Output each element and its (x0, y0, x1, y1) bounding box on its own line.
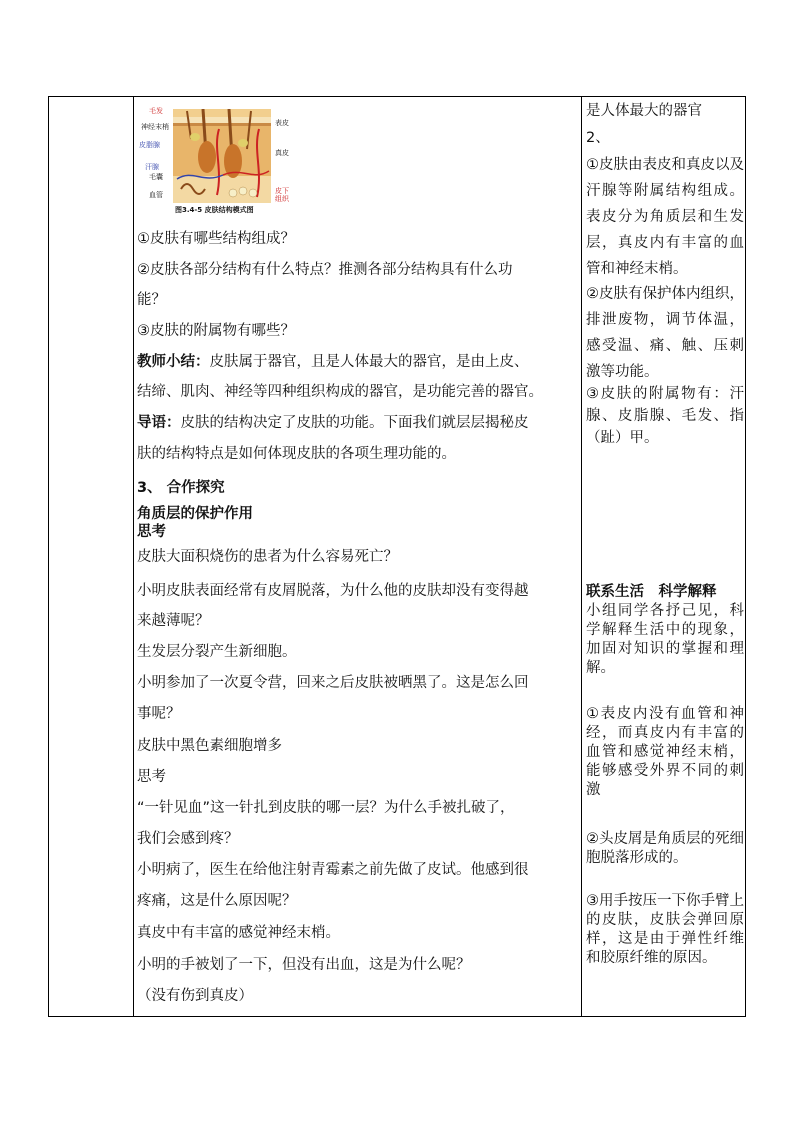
answer-appendages: ③皮肤的附属物有：汗腺、皮脂腺、毛发、指（趾）甲。 (586, 386, 744, 446)
skin-test-answer: 真皮中有丰富的感觉神经末梢。 (137, 925, 340, 941)
teacher-summary-text: 皮肤属于器官，且是人体最大的器官，是由上皮、 (209, 354, 529, 370)
question-2-line2: 能？ (137, 292, 166, 308)
question-2-line1: ②皮肤各部分结构有什么特点？推测各部分结构具有什么功 (137, 262, 513, 278)
label-hair: 毛发 (149, 107, 163, 115)
burn-question: 皮肤大面积烧伤的患者为什么容易死亡？ (137, 549, 398, 565)
peel-question-line1: 小明皮肤表面经常有皮屑脱落，为什么他的皮肤却没有变得越 (137, 583, 529, 599)
label-nerve-ending: 神经末梢 (141, 123, 169, 131)
lesson-table (48, 96, 746, 1017)
tan-answer: 皮肤中黑色素细胞增多 (137, 738, 282, 754)
label-subcutaneous: 皮下 组织 (275, 187, 289, 203)
explanation-1: ①表皮内没有血管和神经，而真皮内有丰富的血管和感觉神经末梢，能够感受外界不同的刺激 (586, 706, 744, 798)
skin-structure-figure (137, 107, 305, 217)
subheading-protection: 角质层的保护作用 (137, 506, 253, 522)
link-life-text: 小组同学各抒己见，科学解释生活中的现象，加固对知识的掌握和理解。 (586, 603, 744, 676)
skin-test-question-line1: 小明病了，医生在给他注射青霉素之前先做了皮试。他感到很 (137, 862, 529, 878)
peel-answer: 生发层分裂产生新细胞。 (137, 644, 297, 660)
peel-question-line2: 来越薄呢？ (137, 613, 210, 629)
column-divider-right (581, 97, 582, 1016)
guide-text: 皮肤的结构决定了皮肤的功能。下面我们就层层揭秘皮 (180, 415, 529, 431)
teacher-summary-label: 教师小结： (137, 354, 210, 370)
label-sweat-gland: 汗腺 (145, 163, 159, 171)
column-divider-left (133, 97, 134, 1016)
teacher-summary-line1 (137, 354, 529, 371)
label-epidermis: 表皮 (275, 119, 289, 127)
skin-diagram-image (173, 109, 271, 203)
explanation-3: ③用手按压一下你手臂上的皮肤，皮肤会弹回原样，这是由于弹性纤维和胶原纤维的原因。 (586, 893, 744, 966)
label-dermis: 真皮 (275, 149, 289, 157)
answer-structure: ①皮肤由表皮和真皮以及汗腺等附属结构组成。表皮分为角质层和生发层，真皮内有丰富的血管和神经末梢。 (586, 157, 744, 277)
figure-caption: 图3.4-5 皮肤结构模式图 (175, 206, 254, 214)
tan-question-line2: 事呢？ (137, 706, 181, 722)
label-blood-vessel: 血管 (149, 191, 163, 199)
link-life-heading: 联系生活 科学解释 (586, 584, 717, 600)
answer-number-2: 2、 (586, 130, 610, 146)
explanation-2: ②头皮屑是角质层的死细胞脱落形成的。 (586, 831, 744, 866)
guide-line1 (137, 415, 529, 432)
question-3: ③皮肤的附属物有哪些？ (137, 323, 295, 339)
guide-label: 导语： (137, 415, 181, 431)
answer-functions: ②皮肤有保护体内组织，排泄废物，调节体温，感受温、痛、触、压刺激等功能。 (586, 286, 744, 380)
guide-line2: 肤的结构特点是如何体现皮肤的各项生理功能的。 (137, 446, 456, 462)
tan-question-line1: 小明参加了一次夏令营，回来之后皮肤被晒黑了。这是怎么回 (137, 675, 529, 691)
label-hair-follicle: 毛囊 (149, 173, 163, 181)
answer-intro: 是人体最大的器官 (586, 103, 702, 119)
think-label-1: 思考 (137, 524, 166, 540)
needle-question-line2: 我们会感到疼？ (137, 831, 239, 847)
needle-question-line1: “一针见血”这一针扎到皮肤的哪一层？为什么手被扎破了， (137, 800, 515, 816)
think-label-2: 思考 (137, 769, 166, 785)
cut-answer: （没有伤到真皮） (137, 988, 253, 1004)
cut-question: 小明的手被划了一下，但没有出血，这是为什么呢？ (137, 957, 471, 973)
question-1: ①皮肤有哪些结构组成？ (137, 231, 295, 247)
section-heading: 3、 合作探究 (137, 480, 225, 496)
label-sebaceous-gland: 皮脂腺 (139, 141, 160, 149)
teacher-summary-line2: 结缔、肌肉、神经等四种组织构成的器官，是功能完善的器官。 (137, 384, 543, 400)
skin-test-question-line2: 疼痛，这是什么原因呢？ (137, 893, 297, 909)
